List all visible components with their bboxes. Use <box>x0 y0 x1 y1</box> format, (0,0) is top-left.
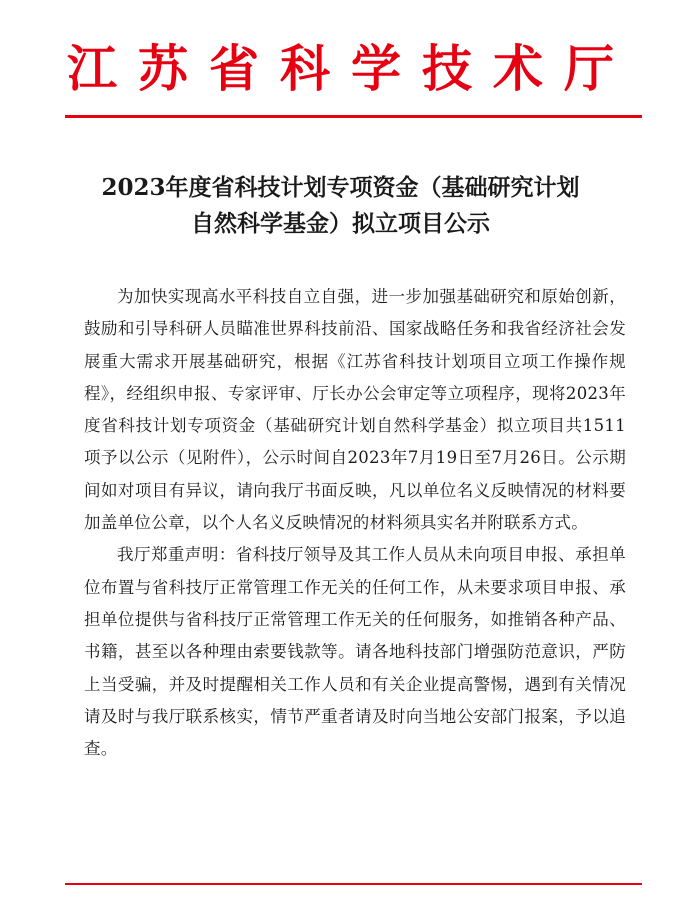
org-masthead: 江苏省科学技术厅 <box>67 40 635 98</box>
title-line-2: 自然科学基金）拟立项目公示 <box>191 210 490 237</box>
document-body <box>84 281 626 765</box>
footer-divider <box>65 883 642 885</box>
paragraph-declaration: 我厅郑重声明：省科技厅领导及其工作人员从未向项目申报、承担单位布置与省科技厅正常管理工作无关的任何工作，从未要求项目申报、承担单位提供与省科技厅正常管理工作无关的任何服务，如推销各种产品、书籍，甚至以各种理由索要钱款等。请各地科技部门增强防范意识，严防上当受骗，并及时提醒相关工作人员和有关企业提高警惕，遇到有关情况请及时与我厅联系核实，情节严重者请及时向当地公安部门报案，予以追查。 <box>84 545 626 759</box>
document-title <box>40 170 641 242</box>
paragraph-announcement: 为加快实现高水平科技自立自强，进一步加强基础研究和原始创新，鼓励和引导科研人员瞄准世界科技前沿、国家战略任务和我省经济社会发展重大需求开展基础研究，根据《江苏省科技计划项目立项工作操作规程》，经组织申报、专家评审、厅长办公会审定等立项程序，现将2023年度省科技计划专项资金（基础研究计划自然科学基金）拟立项目共1511项予以公示（见附件），公示时间自2023年7月19日至7月26日。公示期间如对项目有异议，请向我厅书面反映，凡以单位名义反映情况的材料要加盖单位公章，以个人名义反映情况的材料须具实名并附联系方式。 <box>84 287 626 533</box>
header-divider <box>65 115 642 118</box>
title-line-1: 2023年度省科技计划专项资金（基础研究计划 <box>101 174 580 201</box>
